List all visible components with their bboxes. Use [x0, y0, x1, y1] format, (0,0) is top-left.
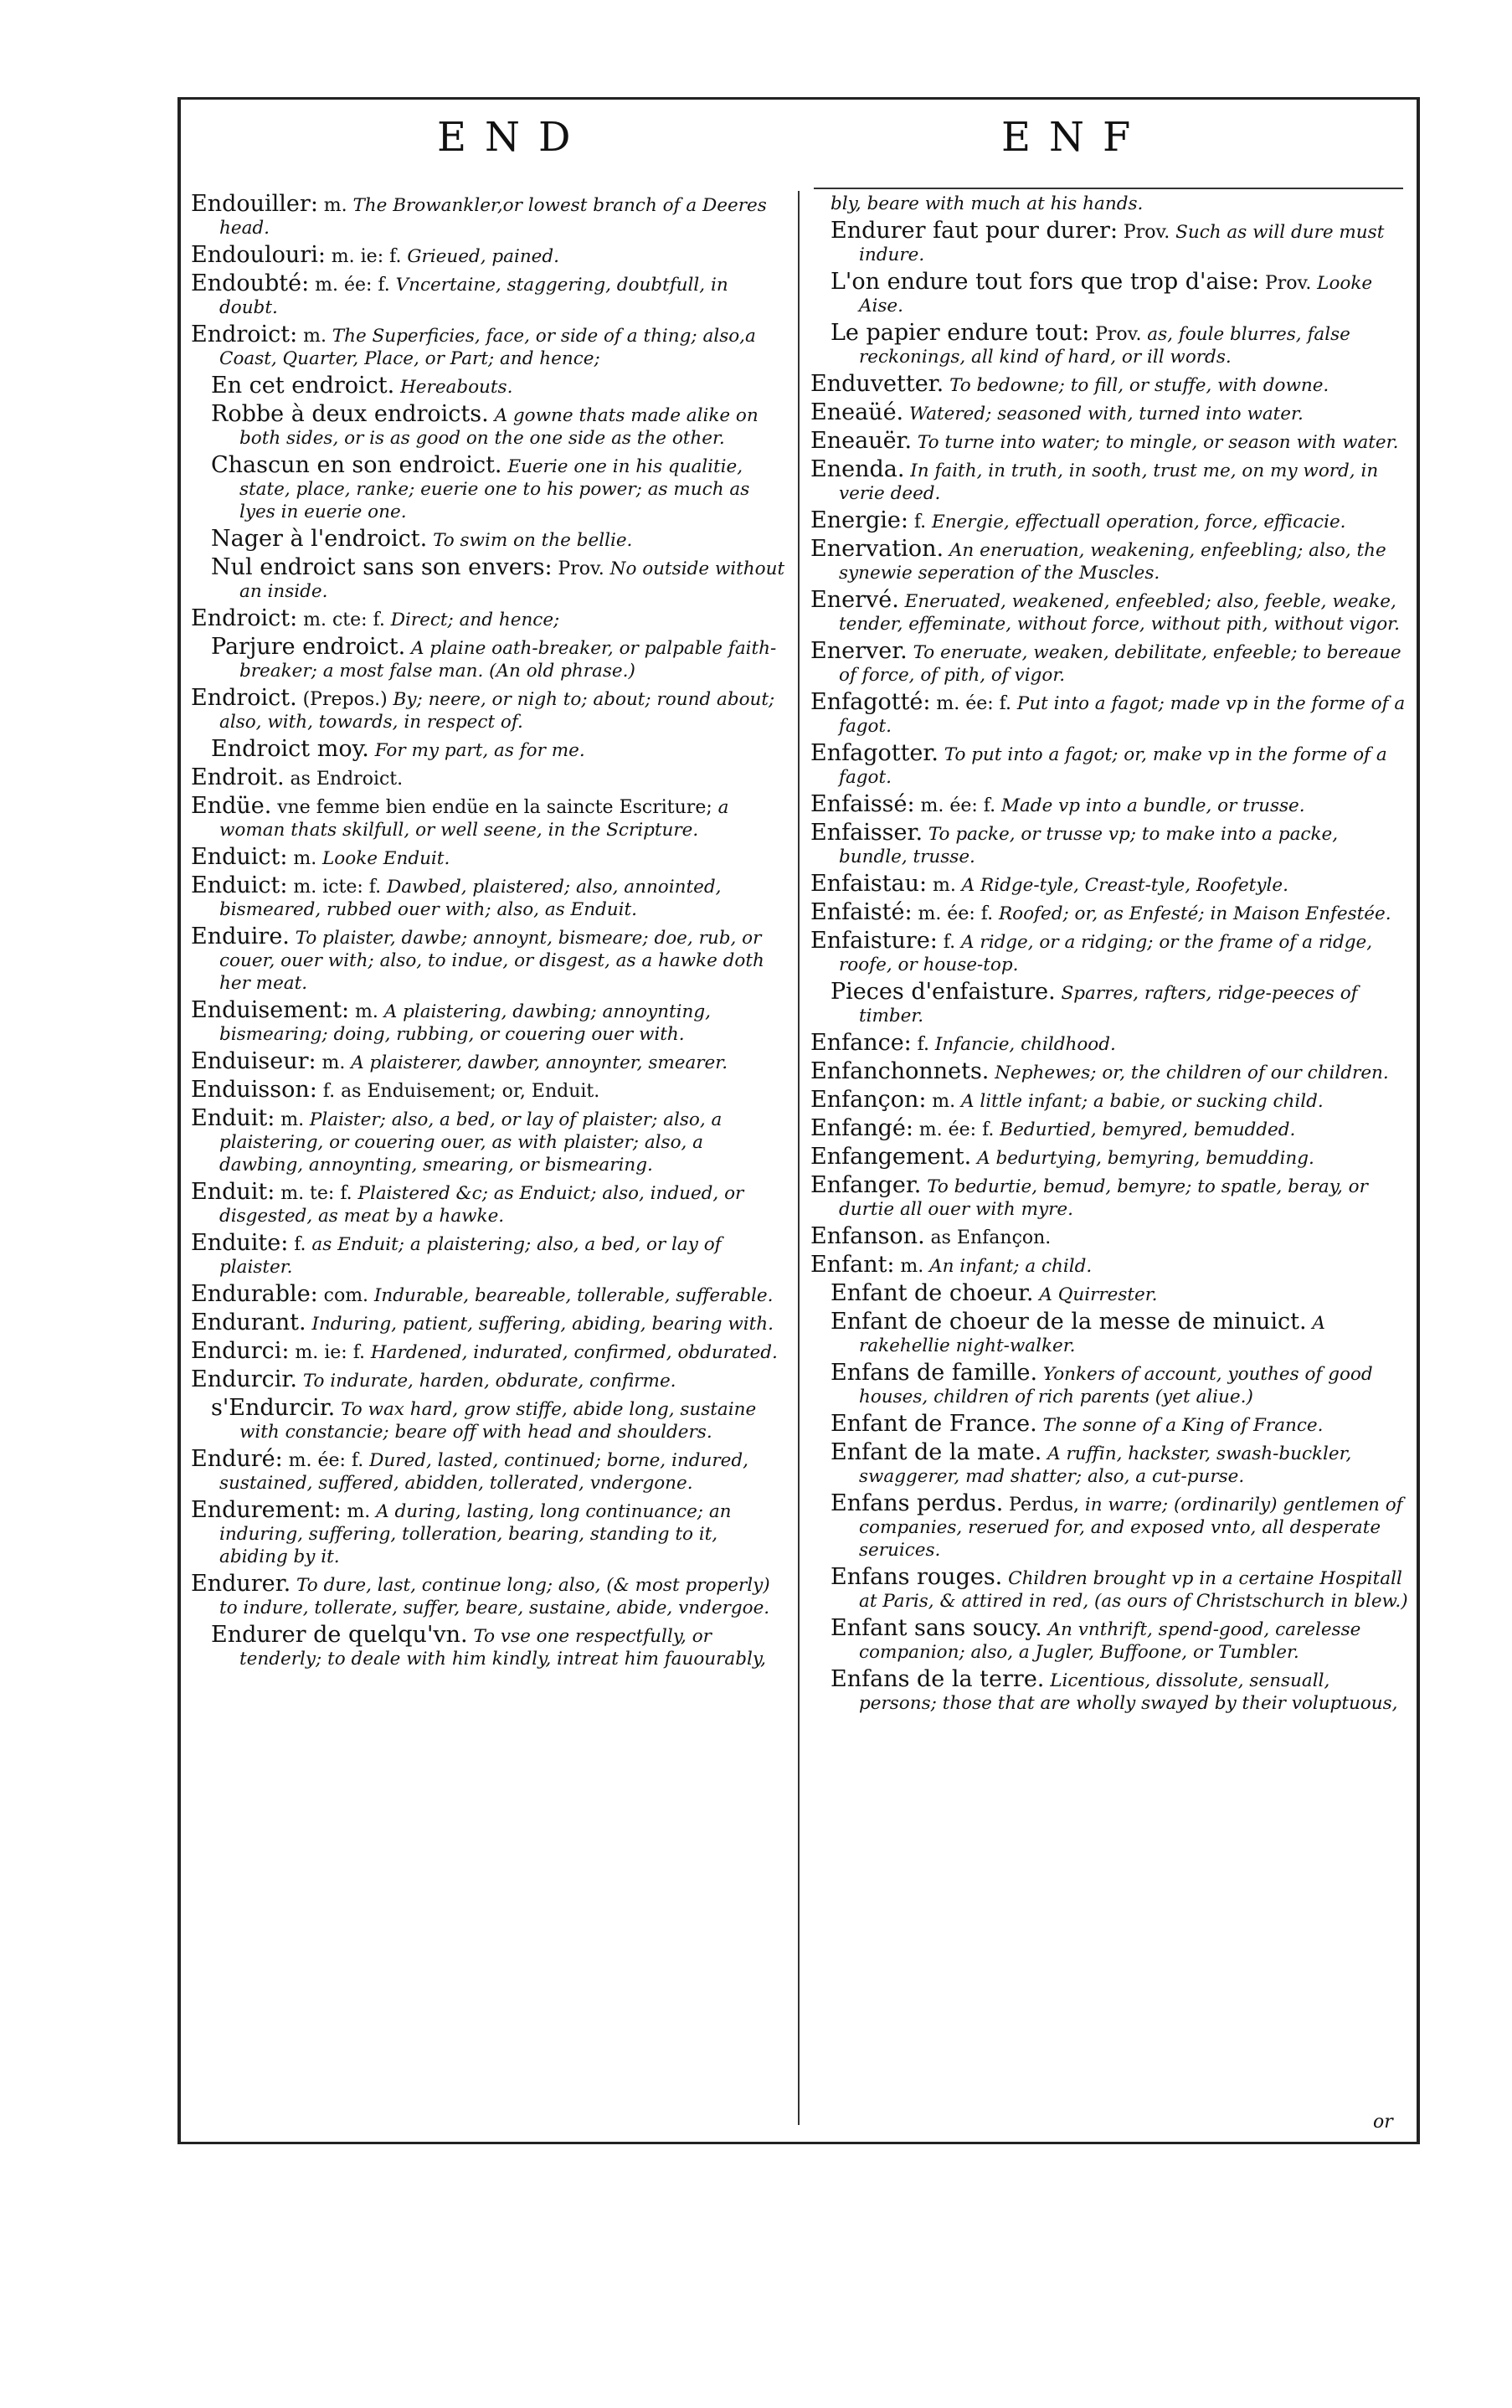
entry-definition: Hereabouts.	[400, 377, 513, 398]
dictionary-entry	[810, 1412, 1410, 1437]
dictionary-entry	[191, 1181, 787, 1227]
dictionary-entry	[191, 1050, 787, 1074]
dictionary-entry	[191, 527, 787, 552]
entry-headword: Le papier endure tout:	[831, 320, 1090, 346]
dictionary-entry	[191, 1107, 787, 1176]
entry-headword: Enfaistau:	[810, 871, 928, 897]
dictionary-entry	[810, 929, 1410, 976]
dictionary-entry	[810, 1145, 1410, 1170]
entry-grammar: Perdus,	[1009, 1495, 1080, 1515]
entry-definition: Eneruated, weakened, enfeebled; also, feeble, weake, tender, effeminate, without force, without pith, without vigor.	[839, 591, 1400, 635]
dictionary-entry	[810, 1441, 1410, 1488]
entry-headword: Nager à l'endroict.	[211, 526, 428, 552]
entry-definition: bly, beare with much at his hands.	[831, 193, 1144, 214]
dictionary-entry	[810, 691, 1410, 738]
entry-definition: To wax hard, grow stiffe, abide long, sustaine with constancie; beare off with head and shoulders.	[239, 1399, 757, 1443]
entry-headword: Enfaissé:	[810, 791, 915, 817]
entry-definition: A ridge, or a ridging; or the frame of a ridge, roofe, or house-top.	[839, 932, 1373, 975]
dictionary-entry	[191, 795, 787, 841]
dictionary-entry	[810, 1060, 1410, 1084]
dictionary-entry	[191, 874, 787, 921]
entry-headword: Enduire.	[191, 924, 290, 949]
entry-headword: Endurcir.	[191, 1366, 297, 1392]
entry-definition: Watered; seasoned with, turned into water.	[908, 404, 1304, 424]
right-column	[810, 193, 1410, 2118]
dictionary-entry	[810, 270, 1410, 317]
dictionary-entry	[810, 1492, 1410, 1562]
entry-grammar: m. ée: f.	[936, 693, 1012, 714]
entry-definition: Induring, patient, suffering, abiding, bearing with.	[311, 1314, 774, 1335]
entry-definition: Dured, lasted, continued; borne, indured, sustained, suffered, abidden, tollerated, vndergone.	[219, 1450, 748, 1494]
entry-headword: Nul endroict sans son envers:	[211, 554, 553, 580]
entry-grammar: m.	[303, 326, 327, 347]
entry-definition: The Superficies, face, or side of a thing; also,a Coast, Quarter, Place, or Part; and hence;	[219, 326, 756, 369]
dictionary-entry	[191, 193, 787, 239]
entry-definition: Made vp into a bundle, or trusse.	[1000, 795, 1305, 816]
dictionary-entry	[810, 640, 1410, 687]
entry-definition: a woman thats skilfull, or well seene, in the Scripture.	[219, 797, 729, 841]
entry-definition: By; neere, or nigh to; about; round about; also, with, towards, in respect of.	[219, 689, 775, 733]
entry-grammar: Prov.	[558, 558, 604, 579]
entry-headword: Endoubté:	[191, 270, 310, 296]
dictionary-entry	[810, 589, 1410, 635]
entry-definition: An infant; a child.	[929, 1256, 1093, 1277]
entry-grammar: as Endroict.	[290, 769, 404, 790]
entry-definition: To packe, or trusse vp; to make into a packe, bundle, trusse.	[839, 824, 1339, 867]
entry-headword: Eneauër.	[810, 428, 913, 454]
dictionary-entry	[810, 1566, 1410, 1613]
entry-definition: To bedowne; to fill, or stuffe, with downe.	[949, 375, 1329, 396]
running-head-right: ENF	[1001, 114, 1149, 161]
entry-definition: Plaistered &c; as Enduict; also, indued, or disgested, as meat by a hawke.	[219, 1183, 744, 1227]
entry-headword: Enduiseur:	[191, 1048, 316, 1074]
entry-headword: Endurer de quelqu'vn.	[211, 1622, 468, 1648]
entry-headword: Enervé.	[810, 587, 899, 613]
entry-grammar: m.	[323, 195, 347, 216]
entry-headword: Endurement:	[191, 1497, 342, 1523]
dictionary-entry	[810, 458, 1410, 505]
entry-grammar: m. ie: f.	[295, 1342, 366, 1363]
entry-headword: Enfagotter.	[810, 740, 939, 766]
entry-headword: Enfant de France.	[831, 1411, 1037, 1437]
entry-grammar: m. cte: f.	[303, 610, 385, 630]
entry-headword: Enervation.	[810, 536, 944, 562]
dictionary-entry	[810, 980, 1410, 1027]
entry-headword: En cet endroict.	[211, 373, 395, 399]
dictionary-entry	[191, 374, 787, 399]
entry-definition: To bedurtie, bemud, bemyre; to spatle, beray, or durtie all ouer with myre.	[839, 1176, 1368, 1220]
dictionary-entry	[810, 1617, 1410, 1664]
entry-headword: Enfaisté:	[810, 899, 913, 925]
entry-headword: Enduisson:	[191, 1077, 317, 1103]
entry-definition: An vnthrift, spend-good, carelesse companion; also, a Jugler, Buffoone, or Tumbler.	[859, 1619, 1361, 1663]
entry-headword: Robbe à deux endroicts.	[211, 401, 489, 427]
catchword: or	[1373, 2112, 1393, 2133]
entry-grammar: vne femme bien endüe en la saincte Escriture;	[277, 797, 712, 818]
entry-definition: Sparres, rafters, ridge-peeces of timber.	[859, 983, 1358, 1026]
dictionary-entry	[810, 193, 1410, 215]
dictionary-entry	[810, 742, 1410, 789]
dictionary-entry	[191, 1078, 787, 1103]
entry-definition: The Browankler,or lowest branch of a Deeres head.	[219, 195, 767, 239]
entry-definition: A little infant; a babie, or sucking child.	[961, 1091, 1324, 1112]
entry-headword: Enfans de la terre.	[831, 1666, 1045, 1692]
entry-grammar: m. ie: f.	[331, 246, 402, 267]
entry-definition: To plaister, dawbe; annoynt, bismeare; doe, rub, or couer, ouer with; also, to indue, or disgest, as a hawke doth her meat.	[219, 928, 764, 994]
entry-definition: The sonne of a King of France.	[1042, 1415, 1324, 1436]
dictionary-entry	[191, 846, 787, 870]
entry-definition: A plaistering, dawbing; annoynting, bismearing; doing, rubbing, or couering ouer with.	[219, 1001, 711, 1045]
entry-definition: To turne into water; to mingle, or season with water.	[917, 432, 1399, 453]
entry-definition: Looke Enduit.	[322, 848, 450, 869]
entry-headword: s'Endurcir.	[211, 1395, 336, 1421]
left-column	[191, 193, 787, 2118]
entry-headword: Enfant:	[810, 1252, 895, 1278]
dictionary-entry	[191, 1572, 787, 1619]
entry-grammar: as Enfançon.	[930, 1227, 1052, 1248]
entry-headword: Endüe.	[191, 793, 272, 819]
entry-headword: Enfangé:	[810, 1115, 913, 1141]
dictionary-entry	[191, 1448, 787, 1495]
entry-grammar: m.	[900, 1256, 924, 1277]
entry-headword: Enenda.	[810, 456, 905, 482]
entry-grammar: f.	[917, 1034, 929, 1055]
entry-grammar: (Prepos.)	[302, 689, 388, 710]
entry-headword: Enfagotté:	[810, 689, 931, 715]
entry-definition: Plaister; also, a bed, or lay of plaister; also, a plaistering, or couering ouer, as with plaister; also, a dawbing, annoynting, smearing, or bismearing.	[219, 1109, 723, 1176]
dictionary-entry	[810, 1117, 1410, 1141]
entry-definition: A bedurtying, bemyring, bemudding.	[977, 1148, 1314, 1169]
dictionary-entry	[810, 373, 1410, 397]
entry-headword: Endoulouri:	[191, 242, 326, 268]
entry-grammar: m. ée: f.	[288, 1450, 364, 1471]
entry-grammar: Prov.	[1095, 324, 1142, 345]
entry-headword: Endouiller:	[191, 193, 318, 217]
frame-right-rule	[1417, 99, 1420, 2142]
dictionary-entry	[810, 872, 1410, 897]
dictionary-entry	[810, 1668, 1410, 1715]
entry-headword: Enfançon:	[810, 1087, 927, 1113]
entry-definition: Bedurtied, bemyred, bemudded.	[1000, 1119, 1296, 1140]
entry-definition: A gowne thats made alike on both sides, or is as good on the one side as the other.	[239, 405, 759, 449]
dictionary-entry	[810, 322, 1410, 368]
entry-definition: A ruffin, hackster, swash-buckler, swaggerer, mad shatter; also, a cut-purse.	[859, 1443, 1352, 1487]
entry-grammar: m.	[932, 1091, 956, 1112]
dictionary-entry	[810, 1310, 1410, 1357]
entry-headword: Enfaisser.	[810, 820, 923, 846]
dictionary-entry	[191, 244, 787, 268]
entry-headword: Eneaüé.	[810, 399, 904, 425]
dictionary-entry	[191, 556, 787, 603]
dictionary-entry	[191, 738, 787, 762]
entry-definition: To swim on the bellie.	[433, 530, 633, 551]
entry-grammar: m. ée: f.	[315, 275, 390, 296]
dictionary-entry	[810, 538, 1410, 584]
entry-definition: Looke Aise.	[859, 273, 1373, 316]
entry-definition: To eneruate, weaken, debilitate, enfeeble; to bereaue of force, of pith, of vigor.	[839, 642, 1401, 686]
entry-definition: Direct; and hence;	[390, 610, 560, 630]
entry-headword: Parjure endroict.	[211, 634, 406, 660]
entry-definition: To dure, last, continue long; also, (& most properly) to indure, tollerate, suffer, beare, sustaine, abide, vndergoe.	[219, 1575, 770, 1618]
entry-definition: An eneruation, weakening, enfeebling; also, the synewie seperation of the Muscles.	[839, 540, 1386, 584]
entry-grammar: m.	[932, 875, 956, 896]
entry-definition: Put into a fagot; made vp in the forme of a fagot.	[839, 693, 1406, 737]
entry-grammar: com.	[323, 1285, 369, 1306]
entry-grammar: m.	[347, 1501, 371, 1522]
entry-definition: in warre; (ordinarily) gentlemen of companies, reserued for, and exposed vnto, all desperate seruices.	[859, 1495, 1403, 1561]
dictionary-entry	[191, 1499, 787, 1568]
entry-definition: A during, lasting, long continuance; an induring, suffering, tolleration, bearing, standing to it, abiding by it.	[219, 1501, 732, 1567]
entry-headword: Enduit:	[191, 1105, 275, 1131]
entry-headword: Enfanchonnets.	[810, 1058, 990, 1084]
entry-headword: Endroict:	[191, 322, 298, 347]
entry-grammar: m. ée: f.	[920, 795, 996, 816]
dictionary-entry	[191, 1368, 787, 1392]
entry-grammar: m. te: f.	[280, 1183, 352, 1204]
entry-grammar: m. ée: f.	[918, 903, 994, 924]
entry-headword: Enfant de choeur.	[831, 1280, 1034, 1306]
entry-headword: Enduict:	[191, 844, 288, 870]
entry-grammar: f.	[943, 932, 956, 953]
entry-definition: To vse one respectfully, or tenderly; to deale with him kindly, intreat him fauourably,	[239, 1626, 767, 1670]
entry-headword: Endurci:	[191, 1338, 290, 1364]
dictionary-entry	[191, 999, 787, 1046]
dictionary-entry	[810, 1282, 1410, 1306]
entry-definition: No outside without an inside.	[239, 558, 785, 602]
entry-definition: A Quirrester.	[1039, 1284, 1158, 1305]
dictionary-entry	[191, 1283, 787, 1307]
entry-definition: Indurable, beareable, tollerable, sufferable.	[373, 1285, 774, 1306]
header-rule	[814, 188, 1403, 189]
entry-definition: Licentious, dissolute, sensuall, persons; those that are wholly swayed by their voluptuous,	[859, 1670, 1398, 1714]
entry-definition: A Ridge-tyle, Creast-tyle, Roofetyle.	[961, 875, 1288, 896]
entry-headword: Energie:	[810, 507, 908, 533]
entry-grammar: f.	[294, 1234, 306, 1255]
entry-headword: Enfans de famille.	[831, 1360, 1038, 1386]
dictionary-entry	[191, 687, 787, 733]
entry-definition: Grieued, pained.	[407, 246, 559, 267]
entry-definition: A plaisterer, dawber, annoynter, smearer.	[351, 1052, 728, 1073]
entry-definition: Infancie, childhood.	[934, 1034, 1116, 1055]
entry-headword: Enfanson.	[810, 1223, 925, 1249]
entry-grammar: m.	[321, 1052, 346, 1073]
entry-definition: To indurate, harden, obdurate, confirme.	[302, 1371, 676, 1392]
entry-headword: Enfant de choeur de la messe de minuict.	[831, 1309, 1307, 1335]
entry-definition: Nephewes; or, the children of our children.	[995, 1063, 1389, 1083]
dictionary-entry	[191, 403, 787, 450]
entry-grammar: m. ée: f.	[918, 1119, 995, 1140]
dictionary-entry	[191, 607, 787, 631]
entry-headword: Endroit.	[191, 764, 285, 790]
entry-definition: as Enduit; a plaistering; also, a bed, or lay of plaister.	[219, 1234, 722, 1278]
entry-headword: Enfant de la mate.	[831, 1439, 1042, 1465]
dictionary-entry	[810, 821, 1410, 868]
entry-headword: Endurable:	[191, 1281, 318, 1307]
entry-grammar: f. as Enduisement; or, Enduit.	[322, 1081, 600, 1102]
entry-headword: Pieces d'enfaisture.	[831, 979, 1056, 1005]
entry-headword: Enduré:	[191, 1446, 283, 1472]
dictionary-entry	[191, 1340, 787, 1364]
entry-definition: Hardened, indurated, confirmed, obdurated.	[370, 1342, 778, 1363]
entry-headword: Enfans rouges.	[831, 1564, 1003, 1590]
dictionary-entry	[810, 793, 1410, 817]
entry-definition: Roofed; or, as Enfesté; in Maison Enfestée.	[998, 903, 1391, 924]
frame-left-rule	[177, 99, 181, 2142]
entry-headword: Chascun en son endroict.	[211, 452, 502, 478]
entry-definition: Euerie one in his qualitie, state, place, ranke; euerie one to his power; as much as lyes in euerie one.	[239, 456, 750, 522]
entry-headword: Endurant.	[191, 1309, 306, 1335]
column-divider	[798, 191, 800, 2125]
entry-headword: Enerver.	[810, 638, 908, 664]
entry-definition: A rakehellie night-walker.	[859, 1313, 1325, 1356]
entry-definition: A plaine oath-breaker, or palpable faith-breaker; a most false man. (An old phrase.)	[239, 638, 777, 682]
entry-grammar: Prov.	[1123, 222, 1170, 243]
entry-headword: Endroict moy.	[211, 736, 369, 762]
dictionary-entry	[191, 323, 787, 370]
dictionary-entry	[191, 1397, 787, 1443]
dictionary-entry	[191, 1232, 787, 1279]
frame-top-rule	[177, 97, 1420, 100]
entry-headword: Enfant sans soucy.	[831, 1615, 1042, 1641]
dictionary-entry	[810, 901, 1410, 925]
entry-headword: Enduite:	[191, 1230, 289, 1256]
entry-headword: Enduvetter.	[810, 371, 944, 397]
dictionary-entry	[810, 1361, 1410, 1408]
entry-definition: Yonkers of account, youthes of good houses, children of rich parents (yet aliue.)	[859, 1364, 1373, 1407]
dictionary-entry	[810, 1225, 1410, 1249]
entry-grammar: Prov.	[1264, 273, 1312, 294]
entry-definition: as, foule blurres, false reckonings, all kind of hard, or ill words.	[859, 324, 1350, 368]
entry-definition: Energie, effectuall operation, force, efficacie.	[932, 512, 1346, 533]
entry-headword: Enduisement:	[191, 997, 350, 1023]
dictionary-entry	[191, 1623, 787, 1670]
entry-headword: Enfans perdus.	[831, 1490, 1004, 1516]
entry-definition: To put into a fagot; or, make vp in the forme of a fagot.	[839, 744, 1387, 788]
frame-bottom-rule	[177, 2142, 1420, 2144]
entry-headword: Endroict.	[191, 685, 297, 711]
dictionary-entry	[810, 1088, 1410, 1113]
entry-grammar: f.	[913, 512, 927, 533]
entry-headword: Enfanger.	[810, 1172, 922, 1198]
dictionary-entry	[810, 401, 1410, 425]
entry-definition: Vncertaine, staggering, doubtfull, in doubt.	[219, 275, 728, 318]
entry-headword: Enfangement.	[810, 1144, 972, 1170]
dictionary-entry	[810, 509, 1410, 533]
entry-definition: Dawbed, plaistered; also, annointed, bismeared, rubbed ouer with; also, as Enduit.	[219, 877, 722, 920]
running-head-left: END	[437, 114, 589, 161]
entry-grammar: m.	[280, 1109, 305, 1130]
dictionary-entry	[191, 925, 787, 995]
dictionary-entry	[810, 1032, 1410, 1056]
entry-headword: Enfaisture:	[810, 928, 938, 954]
entry-grammar: m. icte: f.	[293, 877, 382, 898]
dictionary-entry	[810, 1174, 1410, 1221]
entry-definition: Such as will dure must indure.	[859, 222, 1385, 265]
entry-headword: Enduict:	[191, 872, 288, 898]
dictionary-entry	[191, 766, 787, 790]
dictionary-entry	[810, 1253, 1410, 1278]
entry-headword: Endurer faut pour durer:	[831, 218, 1119, 244]
entry-grammar: m.	[293, 848, 317, 869]
entry-headword: Endroict:	[191, 605, 298, 631]
dictionary-entry	[810, 430, 1410, 454]
entry-grammar: m.	[355, 1001, 378, 1022]
entry-headword: Endurer.	[191, 1571, 291, 1597]
dictionary-entry	[191, 272, 787, 319]
entry-definition: For my part, as for me.	[374, 740, 585, 761]
entry-headword: Enfance:	[810, 1030, 912, 1056]
dictionary-entry	[191, 1311, 787, 1335]
dictionary-entry	[810, 219, 1410, 266]
dictionary-entry	[191, 454, 787, 523]
entry-definition: In faith, in truth, in sooth, trust me, on my word, in verie deed.	[839, 461, 1379, 504]
dictionary-entry	[191, 635, 787, 682]
entry-headword: L'on endure tout fors que trop d'aise:	[831, 269, 1260, 295]
entry-headword: Enduit:	[191, 1179, 275, 1205]
entry-definition: Children brought vp in a certaine Hospitall at Paris, & attired in red, (as ours of Christschurch in blew.)	[859, 1568, 1408, 1612]
